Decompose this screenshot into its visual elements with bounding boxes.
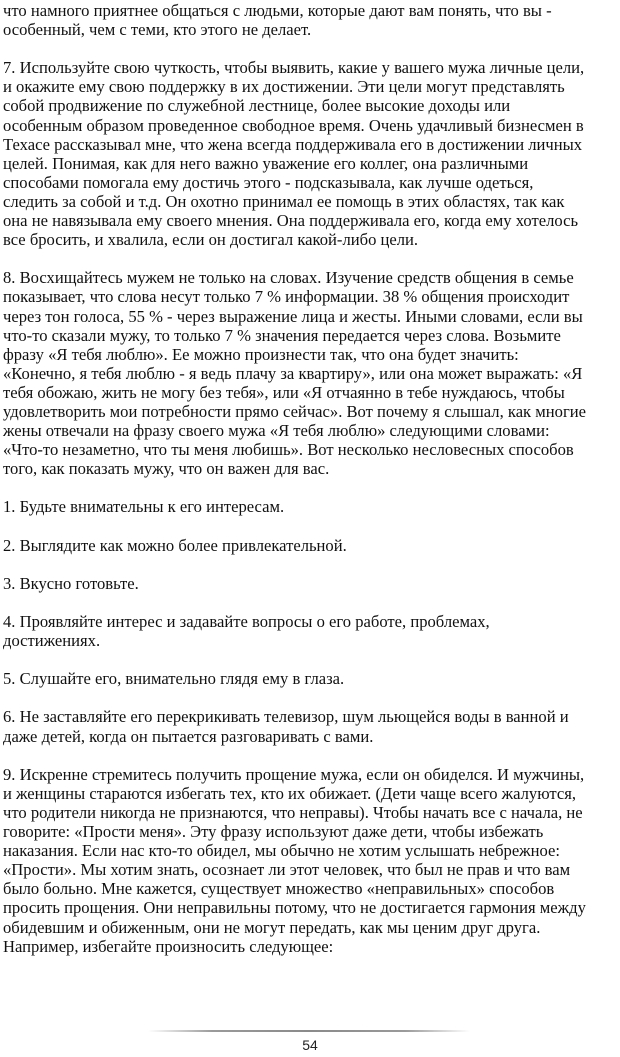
paragraph-subitem-2 <box>3 536 619 555</box>
text-line: 9. Искренне стремитесь получить прощение мужа, если он обиделся. И мужчины, <box>3 764 585 784</box>
text-line: что-то сказали мужу, то только 7 % значения передается через слова. Возьмите <box>3 325 561 345</box>
text-line: «Что-то незаметно, что ты меня любишь». Вот несколько несловесных способов <box>3 440 574 460</box>
text-line: Например, избегайте произносить следующее: <box>3 936 334 956</box>
paragraph-intro-continuation <box>3 1 619 39</box>
text-line: 2. Выглядите как можно более привлекательной. <box>3 535 347 555</box>
text-line: 5. Слушайте его, внимательно глядя ему в глаза. <box>3 669 345 689</box>
text-line: 6. Не заставляйте его перекрикивать телевизор, шум льющейся воды в ванной и <box>3 707 569 727</box>
text-line: просить прощения. Они неправильны потому, что не достигается гармония между <box>3 898 586 918</box>
text-line: жены отвечали на фразу своего мужа «Я тебя люблю» следующими словами: <box>3 421 550 441</box>
text-line: показывает, что слова несут только 7 % информации. 38 % общения происходит <box>3 287 570 307</box>
paragraph-subitem-4 <box>3 612 619 650</box>
text-line: что родители никогда не признаются, что неправы). Чтобы начать все с начала, не <box>3 802 583 822</box>
text-line: способами помогала ему достичь этого - подсказывала, как лучше одеться, <box>3 172 534 192</box>
footer-divider <box>148 1030 470 1032</box>
text-line: через тон голоса, 55 % - через выражение лица и жесты. Иными словами, если вы <box>3 306 583 326</box>
paragraph-subitem-5 <box>3 669 619 688</box>
text-line: тебя обожаю, жить не могу без тебя», или «Я отчаянно в тебе нуждаюсь, чтобы <box>3 382 565 402</box>
text-line: было больно. Мне кажется, существует множество «неправильных» способов <box>3 879 555 899</box>
text-line: особенным образом проведенное свободное время. Очень удачливый бизнесмен в <box>3 115 584 135</box>
paragraph-item-7 <box>3 58 619 249</box>
text-line: и окажите ему свою поддержку в их достижении. Эти цели могут представлять <box>3 77 565 97</box>
text-line: 7. Используйте свою чуткость, чтобы выявить, какие у вашего мужа личные цели, <box>3 58 585 78</box>
text-line: удовлетворить мои потребности прямо сейчас». Вот почему я слышал, как многие <box>3 401 586 421</box>
text-line: следить за собой и т.д. Он охотно принимал ее помощь в этих областях, так как <box>3 191 565 211</box>
text-line: особенный, чем с теми, кто этого не делает. <box>3 20 312 40</box>
text-line: и женщины стараются избегать тех, кто их обижает. (Дети чаще всего жалуются, <box>3 783 577 803</box>
paragraph-subitem-6 <box>3 707 619 745</box>
paragraph-subitem-3 <box>3 574 619 593</box>
text-line: обидевшим и обиженным, они не могут передать, как мы ценим друг друга. <box>3 917 541 937</box>
text-line: даже детей, когда он пытается разговаривать с вами. <box>3 726 374 746</box>
paragraph-item-8 <box>3 268 619 478</box>
text-line: целей. Понимая, как для него важно уважение его коллег, она различными <box>3 153 529 173</box>
text-line: 4. Проявляйте интерес и задавайте вопросы о его работе, проблемах, <box>3 612 490 631</box>
page-number: 54 <box>302 1037 318 1053</box>
text-line: наказания. Если нас кто-то обидел, мы обычно не хотим услышать небрежное: <box>3 841 560 861</box>
paragraph-subitem-1 <box>3 497 619 516</box>
text-line: того, как показать мужу, что он важен для вас. <box>3 459 330 479</box>
text-line: что намного приятнее общаться с людьми, которые дают вам понять, что вы - <box>3 1 552 20</box>
text-line: «Прости». Мы хотим знать, осознает ли этот человек, что был не прав и что вам <box>3 860 571 880</box>
text-line: 8. Восхищайтесь мужем не только на словах. Изучение средств общения в семье <box>3 268 574 288</box>
text-line: говорите: «Прости меня». Эту фразу используют даже дети, чтобы избежать <box>3 822 544 842</box>
text-line: «Конечно, я тебя люблю - я ведь плачу за квартиру», или она может выражать: «Я <box>3 363 583 383</box>
text-line: Техасе рассказывал мне, что жена всегда поддерживала его в достижении личных <box>3 134 583 154</box>
text-line: она не навязывала ему своего мнения. Она поддерживала его, когда ему хотелось <box>3 211 579 231</box>
text-line: достижениях. <box>3 631 101 651</box>
paragraph-item-9 <box>3 765 619 956</box>
text-line: 3. Вкусно готовьте. <box>3 573 139 593</box>
text-line: фразу «Я тебя люблю». Ее можно произнести так, что она будет значить: <box>3 344 519 364</box>
text-line: все бросить, и хвалила, если он достигал какой-либо цели. <box>3 230 419 250</box>
text-line: собой продвижение по служебной лестнице, более высокие доходы или <box>3 96 511 116</box>
page-body <box>3 1 619 975</box>
text-line: 1. Будьте внимательны к его интересам. <box>3 497 285 517</box>
